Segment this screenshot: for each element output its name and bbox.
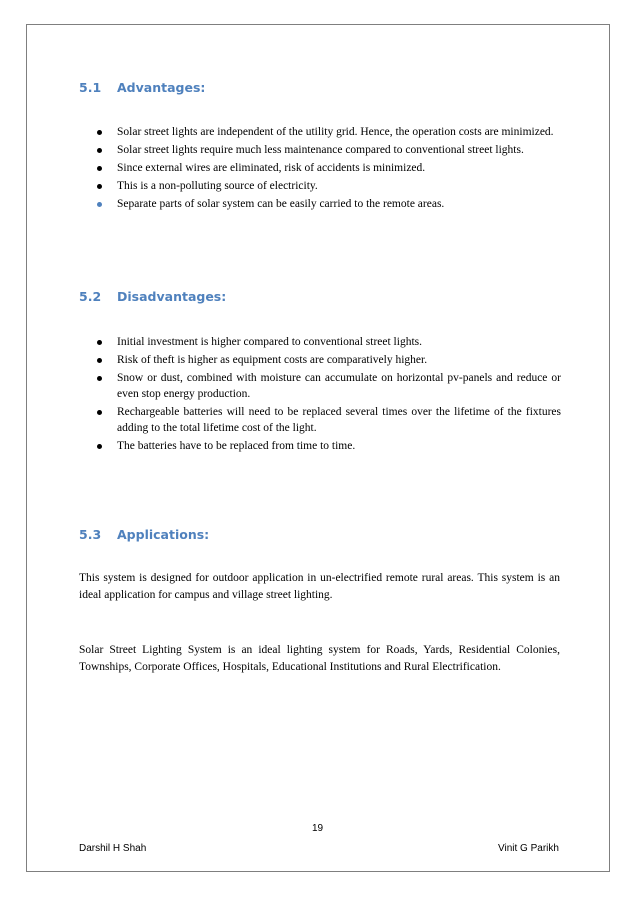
advantages-heading xyxy=(79,80,205,95)
list-item xyxy=(95,124,561,140)
applications-number: 5.3 xyxy=(79,527,102,542)
applications-title: Applications: xyxy=(117,527,210,542)
list-item xyxy=(95,196,561,212)
bullet-icon xyxy=(97,148,102,153)
bullet-icon xyxy=(97,444,102,449)
advantages-number: 5.1 xyxy=(79,80,102,95)
list-item xyxy=(95,438,561,454)
footer-left-author: Darshil H Shah xyxy=(79,843,147,854)
bullet-icon xyxy=(97,166,102,171)
bullet-icon xyxy=(97,358,102,363)
bullet-icon xyxy=(97,184,102,189)
list-item-text: Snow or dust, combined with moisture can accumulate on horizontal pv-panels and reduce or even stop energy production. xyxy=(117,372,561,400)
list-item xyxy=(95,334,561,350)
list-item-text: Solar street lights are independent of the utility grid. Hence, the operation costs are minimized. xyxy=(117,126,554,138)
list-item-text: Risk of theft is higher as equipment costs are comparatively higher. xyxy=(117,354,428,366)
bullet-icon xyxy=(97,376,102,381)
list-item-text: Since external wires are eliminated, risk of accidents is minimized. xyxy=(117,162,426,174)
applications-heading xyxy=(79,527,209,542)
page-number: 19 xyxy=(312,823,324,834)
disadvantages-number: 5.2 xyxy=(79,289,102,304)
applications-paragraph-1: This system is designed for outdoor application in un-electrified remote rural areas. This system is an ideal application for campus and village street lighting. xyxy=(79,572,560,601)
list-item-text: Rechargeable batteries will need to be replaced several times over the lifetime of the fixtures adding to the total lifetime cost of the light. xyxy=(117,406,561,434)
bullet-icon xyxy=(97,410,102,415)
list-item xyxy=(95,178,561,194)
list-item-text: Separate parts of solar system can be easily carried to the remote areas. xyxy=(117,198,445,210)
list-item-text: Solar street lights require much less maintenance compared to conventional street lights. xyxy=(117,144,524,156)
disadvantages-heading xyxy=(79,289,226,304)
list-item-text: Initial investment is higher compared to conventional street lights. xyxy=(117,336,422,348)
disadvantages-list xyxy=(95,334,561,456)
bullet-icon xyxy=(97,130,102,135)
list-item xyxy=(95,352,561,368)
list-item xyxy=(95,142,561,158)
list-item xyxy=(95,160,561,176)
disadvantages-title: Disadvantages: xyxy=(117,289,227,304)
list-item-text: The batteries have to be replaced from time to time. xyxy=(117,440,356,452)
footer-right-author: Vinit G Parikh xyxy=(498,843,559,854)
advantages-list xyxy=(95,124,561,214)
list-item xyxy=(95,370,561,402)
advantages-title: Advantages: xyxy=(117,80,206,95)
bullet-icon xyxy=(97,202,102,207)
bullet-icon xyxy=(97,340,102,345)
applications-paragraph-2: Solar Street Lighting System is an ideal lighting system for Roads, Yards, Residential Colonies, Townships, Corporate Offices, Hospitals, Educational Institutions and Rural Electrification. xyxy=(79,644,560,673)
list-item xyxy=(95,404,561,436)
list-item-text: This is a non-polluting source of electricity. xyxy=(117,180,318,192)
